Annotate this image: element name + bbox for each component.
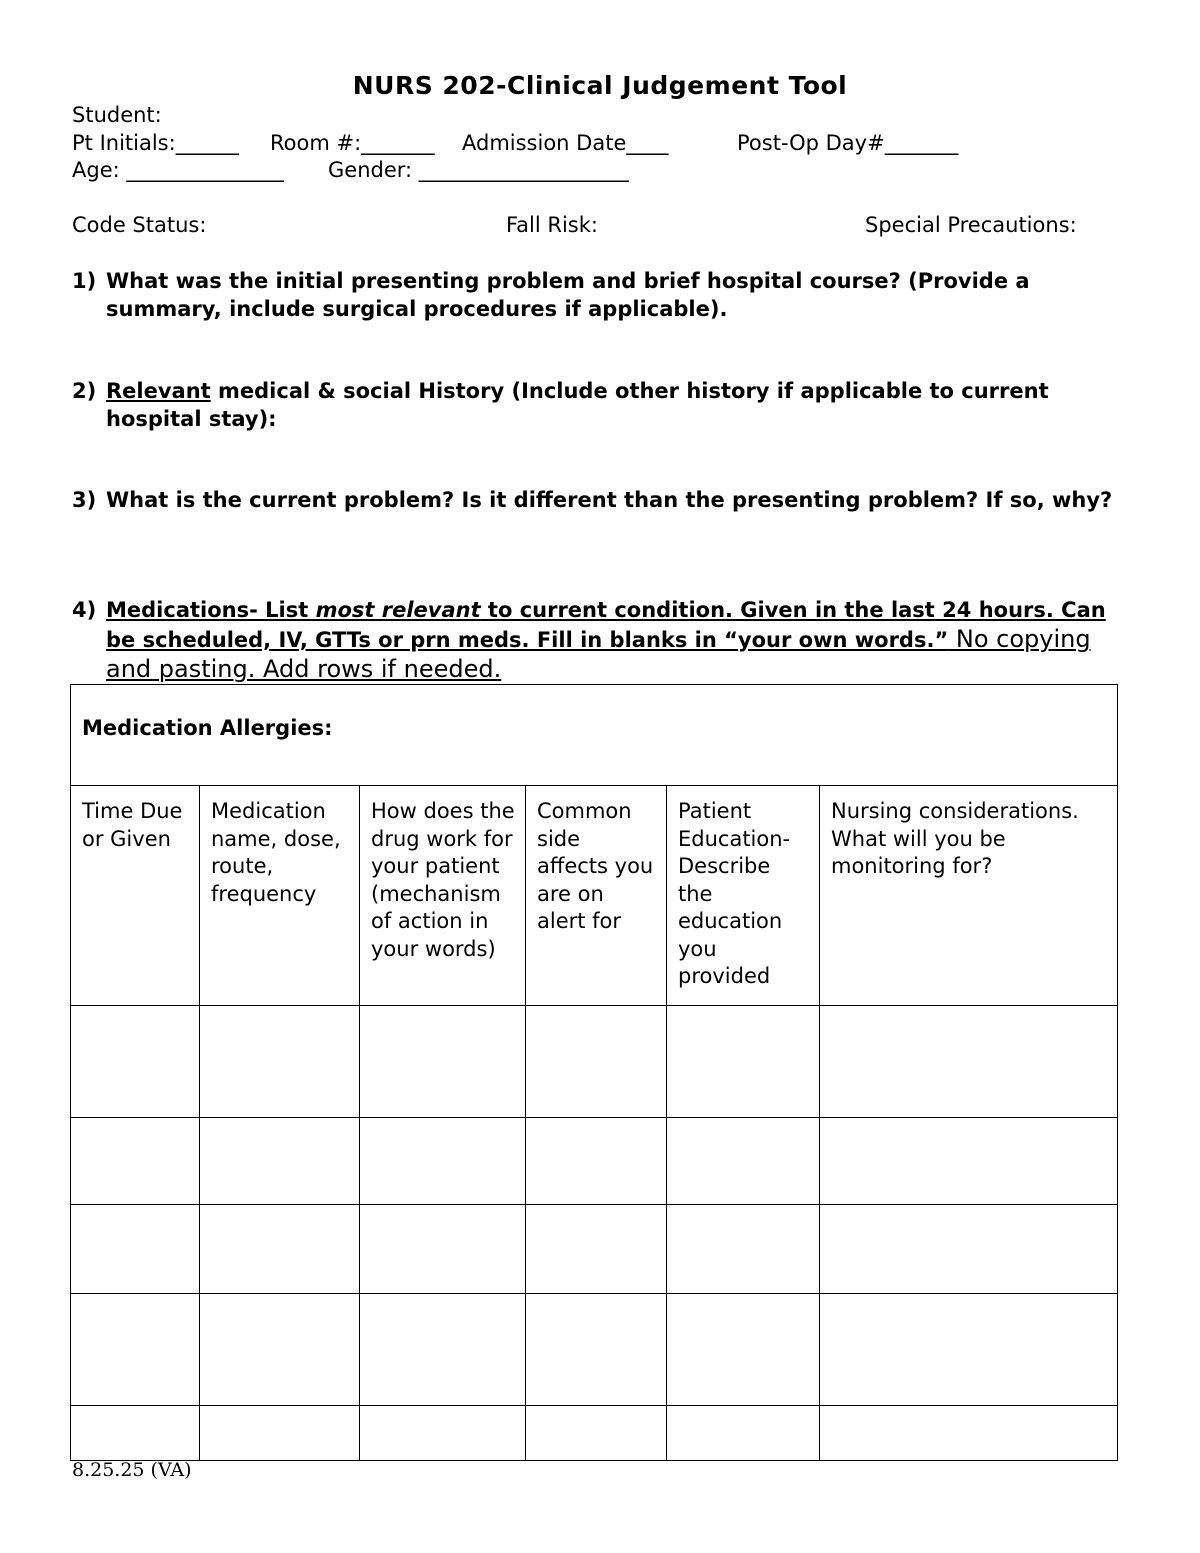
medication-table: [70, 684, 1118, 1461]
table-cell[interactable]: [820, 1006, 1118, 1118]
header-medication: Medication name, dose, route, frequency: [200, 786, 360, 1006]
table-cell[interactable]: [820, 1406, 1118, 1461]
medication-allergies-label: Medication Allergies:: [82, 716, 333, 740]
footer-version: 8.25.25 (VA): [72, 1459, 192, 1481]
table-cell[interactable]: [200, 1006, 360, 1118]
header-patient-education: Patient Education- Describe the education you provided: [667, 786, 820, 1006]
table-row: [71, 1205, 1118, 1294]
question-2-text: medical & social History (Include other history if applicable to current hospital stay):: [106, 379, 1049, 431]
table-cell[interactable]: [71, 1006, 200, 1118]
table-cell[interactable]: [200, 1294, 360, 1406]
table-cell[interactable]: [71, 1406, 200, 1461]
table-cell[interactable]: [200, 1406, 360, 1461]
question-1-text: What was the initial presenting problem and brief hospital course? (Provide a summary, include surgical procedures if applicable).: [106, 269, 1030, 321]
table-cell[interactable]: [71, 1205, 200, 1294]
table-row: [71, 1406, 1118, 1461]
question-4-text-part1: Medications- List: [106, 598, 316, 622]
question-3-text: What is the current problem? Is it different than the presenting problem? If so, why?: [106, 488, 1113, 512]
table-row: [71, 1294, 1118, 1406]
question-3-number: 3): [72, 488, 97, 512]
table-cell[interactable]: [526, 1406, 667, 1461]
table-header-row: [71, 786, 1118, 1006]
table-cell[interactable]: [200, 1205, 360, 1294]
table-cell[interactable]: [667, 1205, 820, 1294]
question-4: [72, 596, 1132, 685]
header-time-due: Time Due or Given: [71, 786, 200, 1006]
table-cell[interactable]: [71, 1294, 200, 1406]
table-cell[interactable]: [71, 1118, 200, 1205]
table-row: [71, 1006, 1118, 1118]
page-title: NURS 202-Clinical Judgement Tool: [352, 71, 848, 100]
table-cell[interactable]: [667, 1118, 820, 1205]
table-row: [71, 1118, 1118, 1205]
table-cell[interactable]: [200, 1118, 360, 1205]
question-1-number: 1): [72, 269, 97, 293]
table-cell[interactable]: [820, 1118, 1118, 1205]
header-nursing-considerations: Nursing considerations. What will you be monitoring for?: [820, 786, 1118, 1006]
table-cell[interactable]: [667, 1406, 820, 1461]
table-cell[interactable]: [360, 1205, 526, 1294]
table-cell[interactable]: [526, 1118, 667, 1205]
table-cell[interactable]: [360, 1294, 526, 1406]
table-cell[interactable]: [667, 1006, 820, 1118]
code-status-label: Code Status:: [72, 213, 207, 237]
table-cell[interactable]: [820, 1205, 1118, 1294]
fall-risk-label: Fall Risk:: [506, 213, 598, 237]
question-4-text-part3: No copying and pasting. Add rows if needed.: [106, 625, 1091, 683]
table-cell[interactable]: [526, 1294, 667, 1406]
table-cell[interactable]: [526, 1006, 667, 1118]
table-cell[interactable]: [820, 1294, 1118, 1406]
table-cell[interactable]: [526, 1205, 667, 1294]
pt-initials-field: Pt Initials:______: [72, 131, 239, 155]
post-op-day-field: Post-Op Day#_______: [737, 131, 959, 155]
special-precautions-label: Special Precautions:: [865, 213, 1077, 237]
age-field: Age: _______________: [72, 158, 284, 182]
student-label: Student:: [72, 103, 162, 127]
question-2: [72, 377, 1132, 433]
header-side-effects: Common side affects you are on alert for: [526, 786, 667, 1006]
question-3: [72, 486, 1132, 514]
admission-date-field: Admission Date____: [462, 131, 669, 155]
room-field: Room #:_______: [270, 131, 435, 155]
table-cell[interactable]: [667, 1294, 820, 1406]
question-1: [72, 267, 1132, 323]
header-mechanism: How does the drug work for your patient (mechanism of action in your words): [360, 786, 526, 1006]
question-4-italic: most relevant: [315, 598, 481, 622]
question-4-number: 4): [72, 598, 97, 622]
question-4-text-part2: to current condition. Given in the last 24 hours. Can be scheduled, IV, GTTs or prn meds. Fill in blanks in “your own words.”: [106, 598, 1106, 652]
table-cell[interactable]: [360, 1118, 526, 1205]
question-2-number: 2): [72, 379, 97, 403]
table-cell[interactable]: [360, 1006, 526, 1118]
question-2-underlined: Relevant: [106, 379, 211, 403]
medication-allergies-cell[interactable]: [71, 685, 1118, 786]
gender-field: Gender: ____________________: [328, 158, 629, 182]
table-cell[interactable]: [360, 1406, 526, 1461]
